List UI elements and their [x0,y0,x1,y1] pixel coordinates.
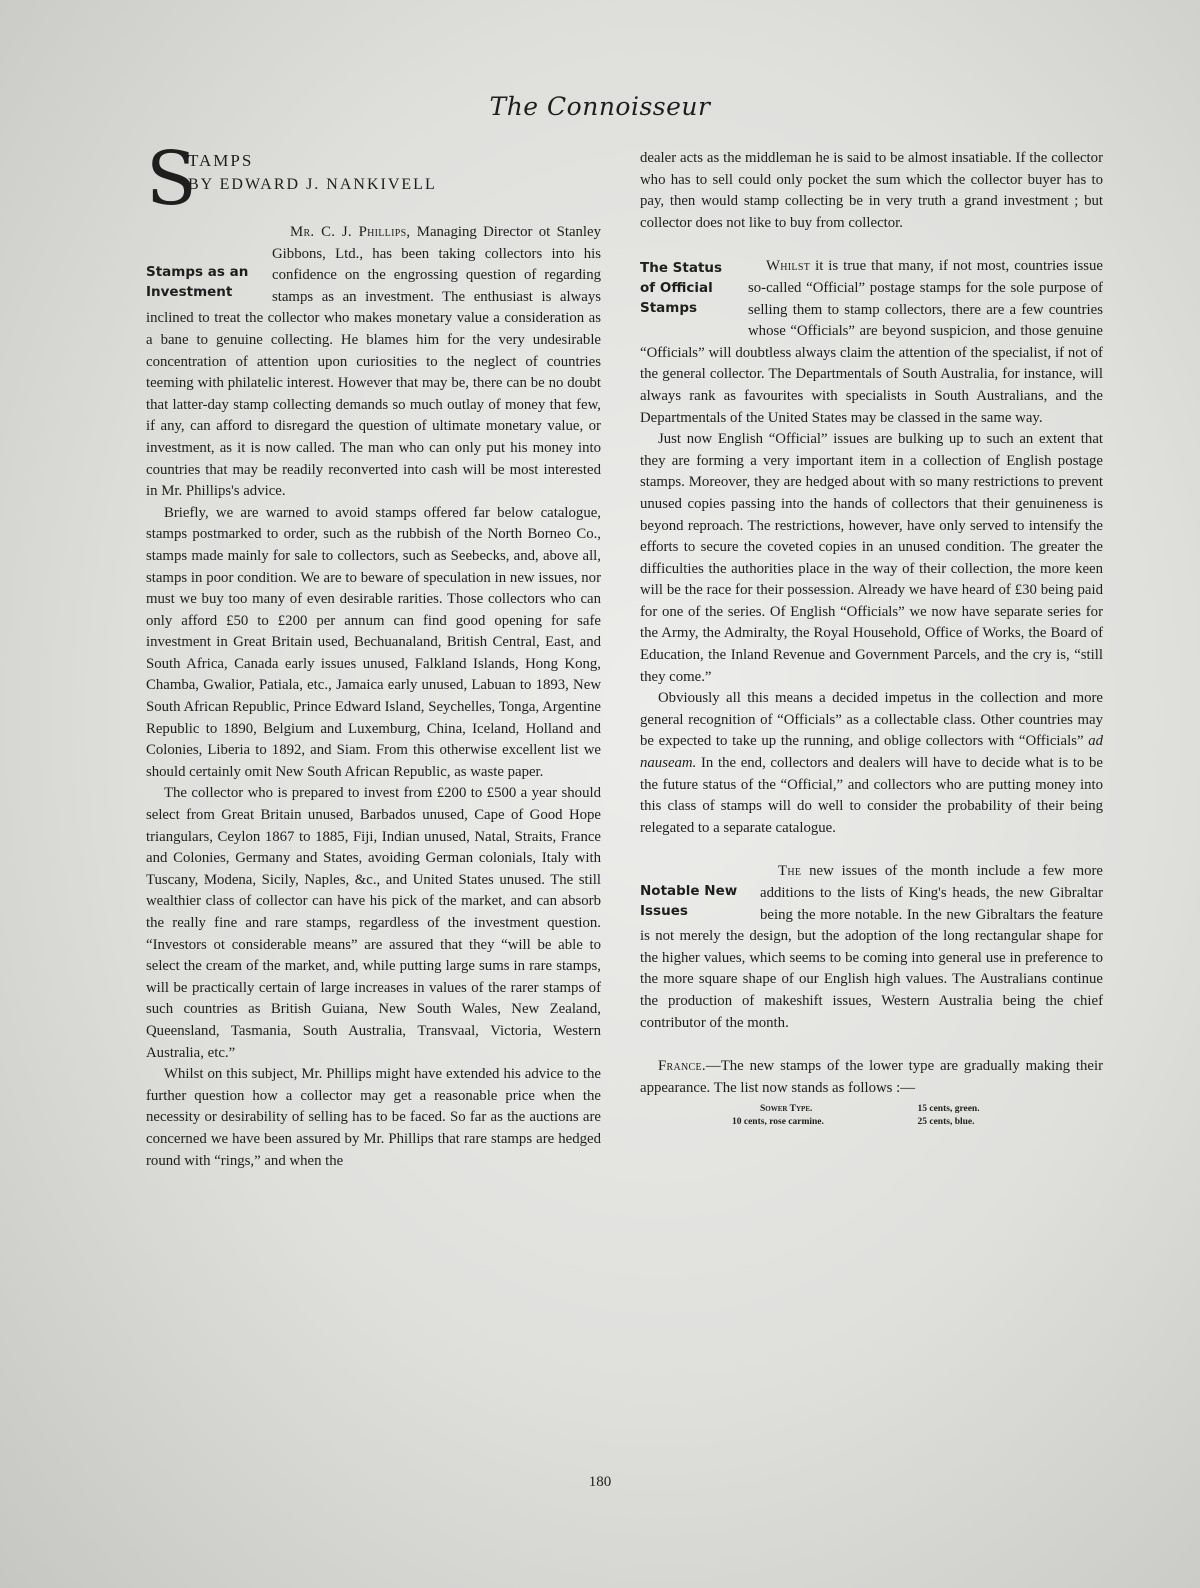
small-caps-lead: Whilst [766,258,811,275]
paragraph [640,1056,1103,1099]
paragraph-text: Managing Director ot Stanley Gibbons, Ltd., has been taking collectors into his confidence on the engrossing question of regarding stamps as an investment. The enthusiast is always inclined to treat the collector who makes monetary value a consideration as a bane to genuine collecting. He blames him for the very undesirable concentration of attention upon curiosities to the neglect of countries teeming with philatelic interest. However that may be, there can be no doubt that latter-day stamp collecting demands so much outlay of money that few, if any, can afford to disregard the question of ultimate monetary value, or investment, as it is now called. The man who can only put his money into countries that may be readily reconverted into cash will be most interested in Mr. Phillips's advice. [146,224,601,500]
sidenote-notable: Notable New Issues [640,883,738,920]
small-caps-lead: France. [658,1058,706,1075]
stamp-list-entry: 25 cents, blue. [917,1117,975,1128]
paragraph [640,688,1103,839]
paragraph-text: —The new stamps of the lower type are gradually making their appearance. The list now stands as follows :— [640,1058,1103,1096]
right-column [640,148,1103,1129]
paragraph: dealer acts as the middleman he is said to be almost insatiable. If the collector who has to sell could only pocket the sum which the collector buyer has to pay, then would stamp collecting be in very truth a grand investment ; but collector does not like to buy from collector. [640,150,1103,231]
stamp-list [640,1103,1103,1129]
italic-phrase: ad nauseam. [640,733,1103,772]
title-text: TAMPS [188,151,254,170]
sidenote-official: The Status of Official Stamps [640,260,723,317]
running-head: The Connoisseur [489,92,711,121]
section-gap [640,1034,1103,1056]
stamp-list-entry: 15 cents, green. [917,1104,980,1115]
drop-cap: S [146,136,197,222]
paragraph: Just now English “Official” issues are bulking up to such an extent that they are forming a very important item in a collection of English postage stamps. Moreover, they are hedged about with so many restrictions to prevent unused copies passing into the hands of collectors that their genuineness is beyond reproach. The restrictions, however, have only served to intensify the efforts to secure the coveted copies in an unused condition. The greater the difficulties the authorities place in the way of their collection, the more keen will be the race for their possession. Already we have heard of £30 being paid for one of the series. Of English “Officials” we now have separate series for the Army, the Admiralty, the Royal Household, Office of Works, the Board of Education, the Inland Revenue and Government Parcels, and the cry is, “still they come.” [640,431,1103,685]
paragraph-text: it is true that many, if not most, countries issue so-called “Official” postage stamps for the sole purpose of selling them to stamp collectors, there are a few countries whose “Officials” are beyond suspicion, and those genuine “Officials” will doubtless always claim the attention of the specialist, if not of the general collector. The Departmentals of South Australia, for instance, will always rank as favourites with specialists in South Australians, and the Departmentals of the United States may be classed in the same way. [640,258,1103,426]
left-column [146,136,601,1172]
paragraph-text: In the end, collectors and dealers will have to decide what is to be the future status of the “Official,” and collectors who are putting money into this class of stamps will do well to consider the probability of their being relegated to a separate catalogue. [640,755,1103,836]
paragraph-text: Obviously all this means a decided impetus in the collection and more general recognition of “Officials” as a collectable class. Other countries may be expected to take up the running, and oblige collectors with “Officials” [640,690,1103,750]
paragraph: Briefly, we are warned to avoid stamps offered far below catalogue, stamps postmarked to order, such as the rubbish of the North Borneo Co., stamps made mainly for sale to collectors, such as Seebecks, and, above all, stamps in poor condition. We are to beware of speculation in new issues, nor must we buy too many of even desirable rarities. Those collectors who can only afford £50 to £200 per annum can find good opening for safe investment in Great Britain used, Bechuanaland, British Central, East, and South Africa, Canada early issues unused, Falkland Islands, Hong Kong, Chamba, Gwalior, Patiala, etc., Jamaica early unused, Labuan to 1893, New South African Republic, Prince Edward Island, Seychelles, Tonga, Argentine Republic to 1890, Belgium and Luxemburg, China, Iceland, Holland and Colonies, Liberia to 1892, and Siam. From this otherwise excellent list we should certainly omit New South African Republic, as waste paper. [146,504,601,780]
paragraph: The collector who is prepared to invest from £200 to £500 a year should select from Great Britain unused, Barbados unused, Cape of Good Hope triangulars, Ceylon 1867 to 1885, Fiji, Indian unused, Natal, Straits, France and Colonies, Germany and States, avoiding German colonials, Italy with Tuscany, Modena, Sicily, Naples, &c., and United States unused. The still wealthier class of collector can have his pick of the market, and can absorb the really fine and rare stamps, regardless of the investment question. “Investors ot considerable means” are assured that they “will be able to select the cream of the market, and, while putting large sums in rare stamps, will be practically certain of large increases in values of the rarer stamps of such countries as British Guiana, New South Wales, New Zealand, Queensland, Tasmania, South Australia, Transvaal, Victoria, Western Australia, etc.” [146,785,601,1061]
paragraph-text: new issues of the month include a few more additions to the lists of King's heads, the new Gibraltar being the more notable. In the new Gibraltars the feature is not merely the design, but the adoption of the long rectangular shape for the higher values, which seems to be coming into general use in preference to the more square shape of our English high values. The Australians continue the production of makeshift issues, Western Australia being the chief contributor of the month. [640,863,1103,1031]
small-caps-lead: Mr. C. J. Phillips, [290,224,411,240]
article-title [146,136,601,222]
section-gap [640,839,1103,861]
small-caps-lead: The [778,863,802,880]
stamp-list-heading: Sower Type. [760,1104,813,1115]
stamp-list-entry: 10 cents, rose carmine. [732,1117,824,1128]
paragraph: Whilst on this subject, Mr. Phillips might have extended his advice to the further question how a collector may get a reasonable price when the necessity or desirability of selling has to be faced. So far as the auctions are concerned we have been assured by Mr. Phillips that rare stamps are hedged round with “rings,” and when the [146,1066,601,1169]
byline: BY EDWARD J. NANKIVELL [188,176,437,193]
sidenote-investment: Stamps as an Investment [146,264,249,300]
page-number: 180 [588,1474,612,1490]
section-gap [640,234,1103,256]
